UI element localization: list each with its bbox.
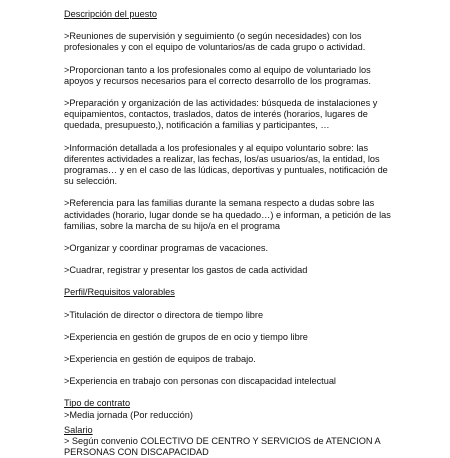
list-item: >Reuniones de supervisión y seguimiento (o según necesidades) con los profesionales y con el equipo de voluntarios/as de cada grupo o actividad. xyxy=(64,31,366,53)
list-item: > Según convenio COLECTIVO DE CENTRO Y SERVICIOS de ATENCION A PERSONAS CON DISCAPACIDAD xyxy=(64,436,381,458)
list-item: >Organizar y coordinar programas de vacaciones. xyxy=(64,243,269,254)
list-item: >Referencia para las familias durante la semana respecto a dudas sobre las actividades (horario, lugar donde se ha quedado…) e informan, a petición de las familias, sobre la marcha de su hijo/a en el programa xyxy=(64,198,391,231)
section-job-description xyxy=(64,9,394,276)
section-contract-type xyxy=(64,398,394,420)
list-item: >Proporcionan tanto a los profesionales como al equipo de voluntariado los apoyos y recursos necesarios para el correcto desarrollo de los programas. xyxy=(64,64,371,86)
section-salary xyxy=(64,425,394,458)
document-body xyxy=(64,9,394,458)
section-heading: Perfil/Requisitos valorables xyxy=(64,287,175,298)
list-item: >Información detallada a los profesionales y al equipo voluntario sobre: las diferentes actividades a realizar, las fechas, los/as usuarios/as, la entidad, los programas… y en el caso de las lúdicas, deportivas y puntuales, notificación de su selección. xyxy=(64,142,388,187)
list-item: >Experiencia en trabajo con personas con discapacidad intelectual xyxy=(64,376,336,387)
section-heading: Descripción del puesto xyxy=(64,9,157,19)
list-item: >Media jornada (Por reducción) xyxy=(64,409,193,420)
list-item: >Cuadrar, registrar y presentar los gastos de cada actividad xyxy=(64,265,308,276)
section-heading: Salario xyxy=(64,424,93,435)
list-item: >Experiencia en gestión de grupos de en ocio y tiempo libre xyxy=(64,331,308,342)
list-item: >Experiencia en gestión de equipos de trabajo. xyxy=(64,354,256,365)
section-profile-requirements xyxy=(64,287,394,387)
section-heading: Tipo de contrato xyxy=(64,398,131,409)
list-item: >Preparación y organización de las actividades: búsqueda de instalaciones y equipamientos, contactos, traslados, datos de interés (horarios, lugares de quedada, presupuesto,), notificación a familias y participantes, … xyxy=(64,98,378,131)
list-item: >Titulación de director o directora de tiempo libre xyxy=(64,309,264,320)
